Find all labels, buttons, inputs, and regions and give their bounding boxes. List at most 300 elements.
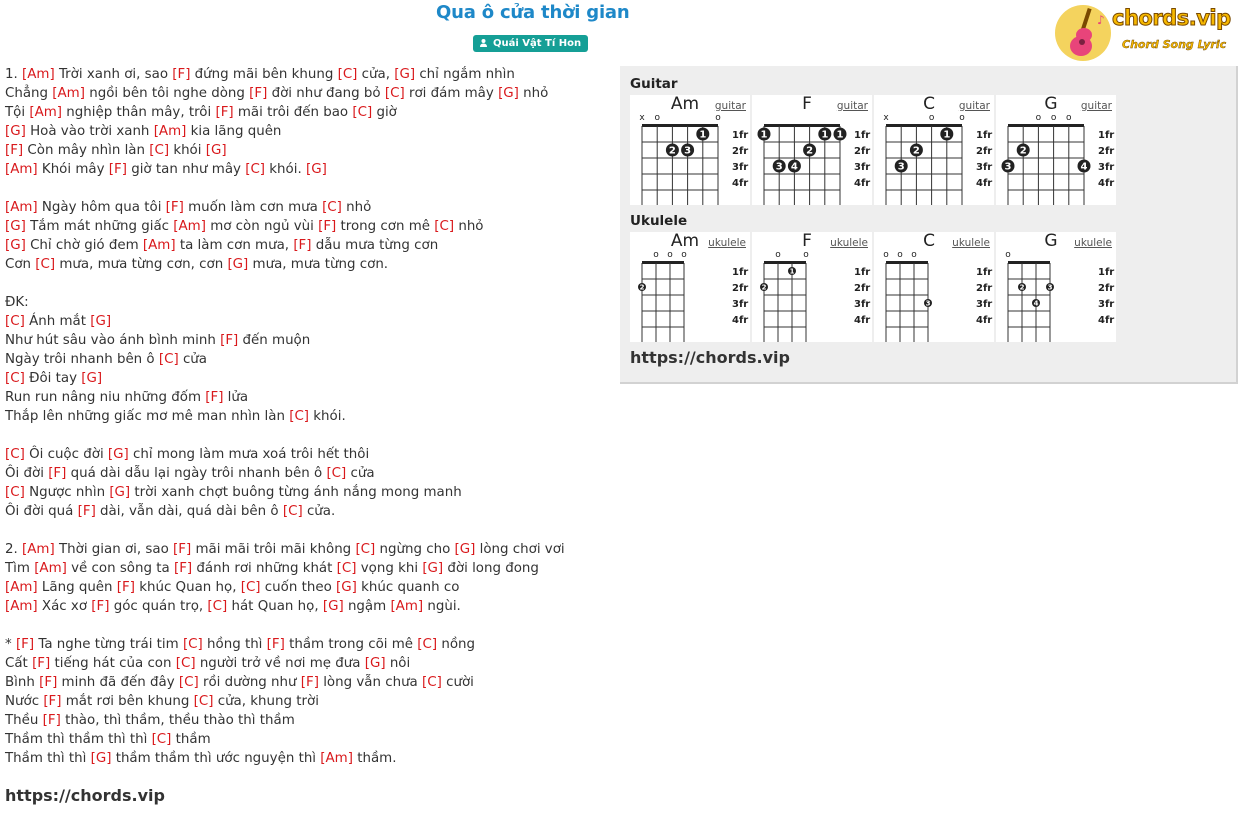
lyric-text: Tìm xyxy=(5,561,35,576)
svg-text:1: 1 xyxy=(943,129,951,141)
chord-link[interactable]: [C] xyxy=(355,542,376,557)
chord-link[interactable]: [F] xyxy=(42,713,61,728)
lyric-text: Thều xyxy=(5,713,43,728)
svg-text:1: 1 xyxy=(821,129,829,141)
lyric-text: Thầm thì thì xyxy=(5,751,91,766)
chord-link[interactable]: [F] xyxy=(77,504,96,519)
lyric-line xyxy=(5,217,565,236)
chord-link[interactable]: [F] xyxy=(318,219,337,234)
chord-link[interactable]: [C] xyxy=(245,162,266,177)
lyric-text: thầm xyxy=(171,732,211,747)
fretboard xyxy=(996,232,1116,342)
svg-text:1fr: 1fr xyxy=(854,130,871,141)
svg-text:3fr: 3fr xyxy=(854,299,871,310)
svg-text:o: o xyxy=(681,250,687,260)
lyric-line xyxy=(5,540,565,559)
lyric-text: Xác xơ xyxy=(37,599,92,614)
lyric-text: dẫu mưa từng cơn xyxy=(311,238,439,253)
lyric-line xyxy=(5,559,565,578)
lyric-text: Cơn xyxy=(5,257,36,272)
lyric-text: Chẳng xyxy=(5,86,53,101)
lyric-text: * xyxy=(5,637,16,652)
lyric-text: giờ tan như mây xyxy=(126,162,246,177)
svg-text:1fr: 1fr xyxy=(732,267,749,278)
chord-link[interactable]: [C] xyxy=(417,637,438,652)
lyric-text: thào, thì thầm, thều thào thì thầm xyxy=(60,713,295,728)
fretboard xyxy=(630,232,750,342)
lyric-text: Ôi đời xyxy=(5,466,49,481)
lyric-text: lửa xyxy=(223,390,249,405)
instrument-link[interactable]: ukulele xyxy=(952,237,990,249)
lyric-line xyxy=(5,141,565,160)
chord-link[interactable]: [C] xyxy=(352,105,373,120)
panel-site-link[interactable]: https://chords.vip xyxy=(630,348,790,367)
chord-link[interactable]: [F] xyxy=(48,466,67,481)
chord-link[interactable]: [C] xyxy=(149,143,170,158)
chord-link[interactable]: [F] xyxy=(249,86,268,101)
lyric-text: Lãng quên xyxy=(37,580,117,595)
lyric-text: cửa xyxy=(346,466,375,481)
chord-link[interactable]: [C] xyxy=(289,409,310,424)
chord-link[interactable]: [Am] xyxy=(22,67,55,82)
lyric-text: Tắm mát những giấc xyxy=(25,219,174,234)
lyric-text: nồng xyxy=(437,637,476,652)
chord-link[interactable]: [F] xyxy=(173,561,193,576)
lyric-text: Trời xanh ơi, sao xyxy=(54,67,173,82)
lyric-text: mắt rơi bên khung xyxy=(61,694,194,709)
person-icon xyxy=(480,39,487,47)
svg-text:3: 3 xyxy=(925,299,931,308)
chord-link[interactable]: [G] xyxy=(305,162,327,177)
svg-text:x: x xyxy=(883,113,889,123)
chord-link[interactable]: [C] xyxy=(322,200,342,215)
lyric-text: mưa, mưa từng cơn. xyxy=(248,257,389,272)
lyric-line xyxy=(5,331,565,350)
lyric-text: trong cơn mê xyxy=(336,219,435,234)
lyric-text: cười xyxy=(441,675,474,690)
chord-link[interactable]: [C] xyxy=(207,599,228,614)
artist-badge[interactable] xyxy=(473,35,588,52)
fretboard xyxy=(752,232,872,342)
chord-link[interactable]: [G] xyxy=(422,561,444,576)
chord-link[interactable]: [C] xyxy=(282,504,303,519)
svg-text:o: o xyxy=(654,113,660,123)
svg-text:3: 3 xyxy=(1004,161,1012,173)
chord-link[interactable]: [F] xyxy=(165,200,184,215)
chord-name: Am xyxy=(670,94,700,114)
instrument-link[interactable]: guitar xyxy=(714,100,746,112)
svg-text:o: o xyxy=(667,250,673,260)
lyric-text: cửa, xyxy=(357,67,395,82)
chord-link[interactable]: [C] xyxy=(5,485,25,500)
guitar-chord-diagram[interactable] xyxy=(874,95,994,205)
lyric-text: hát Quan họ, xyxy=(227,599,323,614)
svg-text:♪: ♪ xyxy=(1097,13,1105,27)
chord-name: G xyxy=(1044,231,1058,251)
instrument-link[interactable]: ukulele xyxy=(708,237,746,249)
ukulele-chord-diagram[interactable] xyxy=(630,232,750,342)
lyric-text: thầm thầm thì ước nguyện thì xyxy=(111,751,321,766)
chord-link[interactable]: [G] xyxy=(90,314,112,329)
lyric-line xyxy=(5,407,565,426)
chord-link[interactable]: [C] xyxy=(384,86,405,101)
lyric-text: chỉ mong làm mưa xoá trôi hết thôi xyxy=(128,447,370,462)
svg-text:4fr: 4fr xyxy=(732,315,749,326)
svg-text:4fr: 4fr xyxy=(1098,178,1115,189)
svg-text:2: 2 xyxy=(1019,145,1027,157)
chord-link[interactable]: [F] xyxy=(43,694,62,709)
lyric-text: mãi trôi đến bao xyxy=(233,105,353,120)
lyric-blank xyxy=(5,521,565,540)
lyric-text: Chỉ chờ gió đem xyxy=(25,238,143,253)
lyric-text: ngậm xyxy=(343,599,391,614)
chord-link[interactable]: [G] xyxy=(364,656,386,671)
lyric-text: ĐK: xyxy=(5,295,29,310)
svg-text:4fr: 4fr xyxy=(854,178,871,189)
instrument-link[interactable]: ukulele xyxy=(1074,237,1112,249)
chord-link[interactable]: [F] xyxy=(220,333,239,348)
lyric-text: ngồi bên tôi nghe dòng xyxy=(84,86,250,101)
lyric-text: kia lãng quên xyxy=(186,124,282,139)
svg-text:4fr: 4fr xyxy=(976,315,993,326)
chord-name: C xyxy=(923,231,935,251)
lyric-line xyxy=(5,464,565,483)
chord-link[interactable]: [F] xyxy=(266,637,285,652)
svg-text:x: x xyxy=(639,113,645,123)
lyric-text: hồng thì xyxy=(202,637,267,652)
chord-name: Am xyxy=(670,231,700,251)
svg-text:1fr: 1fr xyxy=(732,130,749,141)
svg-text:o: o xyxy=(897,250,903,260)
lyric-text: Bình xyxy=(5,675,40,690)
chord-link[interactable]: [Am] xyxy=(5,200,38,215)
lyric-line xyxy=(5,293,565,312)
instrument-link[interactable]: guitar xyxy=(836,100,868,112)
lyric-text: Ngược nhìn xyxy=(24,485,110,500)
svg-text:3: 3 xyxy=(684,145,692,157)
chord-link[interactable]: [G] xyxy=(205,143,227,158)
lyric-text: 2. xyxy=(5,542,23,557)
chord-link[interactable]: [Am] xyxy=(5,580,38,595)
chord-link[interactable]: [G] xyxy=(454,542,476,557)
chord-link[interactable]: [F] xyxy=(32,656,51,671)
svg-text:2fr: 2fr xyxy=(1098,283,1115,294)
lyric-text: ta làm cơn mưa, xyxy=(175,238,294,253)
lyric-text: cửa, khung trời xyxy=(213,694,319,709)
svg-text:3fr: 3fr xyxy=(1098,299,1115,310)
lyric-text: Run run nâng niu những đốm xyxy=(5,390,206,405)
chord-link[interactable]: [C] xyxy=(5,447,25,462)
chord-link[interactable]: [Am] xyxy=(5,162,38,177)
chord-link[interactable]: [F] xyxy=(205,390,224,405)
chord-link[interactable]: [C] xyxy=(337,67,358,82)
svg-text:2fr: 2fr xyxy=(976,146,993,157)
svg-text:o: o xyxy=(775,250,781,260)
ukulele-chord-diagram[interactable] xyxy=(996,232,1116,342)
chord-link[interactable]: [C] xyxy=(151,732,172,747)
chord-link[interactable]: [C] xyxy=(336,561,357,576)
chord-link[interactable]: [F] xyxy=(116,580,135,595)
chord-link[interactable]: [G] xyxy=(227,257,249,272)
site-logo[interactable] xyxy=(1055,4,1235,62)
lyric-text: quá dài dẫu lại ngày trôi nhanh bên ô xyxy=(66,466,327,481)
chord-link[interactable]: [Am] xyxy=(34,561,67,576)
lyric-text: rơi đám mây xyxy=(404,86,499,101)
chord-link[interactable]: [Am] xyxy=(173,219,206,234)
svg-text:3fr: 3fr xyxy=(976,162,993,173)
lyric-line xyxy=(5,711,565,730)
chord-link[interactable]: [C] xyxy=(326,466,347,481)
svg-text:2: 2 xyxy=(761,283,767,292)
chord-link[interactable]: [C] xyxy=(434,219,455,234)
chord-link[interactable]: [Am] xyxy=(142,238,176,253)
lyric-line xyxy=(5,84,565,103)
lyric-text: Ánh mắt xyxy=(24,314,91,329)
lyric-line xyxy=(5,65,565,84)
lyric-blank xyxy=(5,426,565,445)
guitar-chord-diagram[interactable] xyxy=(630,95,750,205)
chord-link[interactable]: [G] xyxy=(109,485,131,500)
svg-text:1fr: 1fr xyxy=(854,267,871,278)
svg-text:3: 3 xyxy=(1047,283,1053,292)
lyric-text: Như hút sâu vào ánh bình minh xyxy=(5,333,221,348)
lyric-text: mãi mãi trôi mãi không xyxy=(191,542,356,557)
guitar-chord-diagram[interactable] xyxy=(996,95,1116,205)
svg-text:4fr: 4fr xyxy=(854,315,871,326)
svg-text:4: 4 xyxy=(1033,299,1039,308)
lyric-text: nhỏ xyxy=(454,219,484,234)
lyric-line xyxy=(5,635,565,654)
svg-text:o: o xyxy=(653,250,659,260)
chord-link[interactable]: [C] xyxy=(5,371,25,386)
svg-text:2fr: 2fr xyxy=(854,146,871,157)
chord-link[interactable]: [F] xyxy=(215,105,234,120)
chord-link[interactable]: [G] xyxy=(394,67,416,82)
ukulele-chord-diagram[interactable] xyxy=(752,232,872,342)
chord-link[interactable]: [C] xyxy=(422,675,442,690)
lyric-text: cửa xyxy=(178,352,207,367)
lyric-text: tiếng hát của con xyxy=(50,656,176,671)
lyric-line xyxy=(5,578,565,597)
lyric-text: đánh rơi những khát xyxy=(192,561,337,576)
lyric-line xyxy=(5,160,565,179)
chord-link[interactable]: [F] xyxy=(108,162,127,177)
chord-link[interactable]: [F] xyxy=(293,238,312,253)
chord-link[interactable]: [F] xyxy=(15,637,35,652)
lyric-text: người trở về nơi mẹ đưa xyxy=(195,656,365,671)
lyric-text: Nước xyxy=(5,694,44,709)
lyric-line xyxy=(5,654,565,673)
chord-link[interactable]: [C] xyxy=(182,637,203,652)
lyric-blank xyxy=(5,616,565,635)
guitar-section-label: Guitar xyxy=(630,76,678,92)
svg-text:2: 2 xyxy=(1019,283,1025,292)
lyric-text: thầm. xyxy=(352,751,397,766)
chord-link[interactable]: [G] xyxy=(498,86,519,101)
chord-name: F xyxy=(802,94,812,114)
chord-link[interactable]: [C] xyxy=(240,580,261,595)
lyric-text: Cất xyxy=(5,656,33,671)
chord-link[interactable]: [C] xyxy=(175,656,196,671)
chord-link[interactable]: [G] xyxy=(81,371,103,386)
lyric-line xyxy=(5,597,565,616)
lyric-text: Tội xyxy=(5,105,30,120)
lyric-line xyxy=(5,445,565,464)
lyric-text: vọng khi xyxy=(356,561,423,576)
lyric-text: ngùi. xyxy=(423,599,461,614)
chord-link[interactable]: [G] xyxy=(5,238,26,253)
lyric-text: góc quán trọ, xyxy=(109,599,208,614)
svg-text:4fr: 4fr xyxy=(976,178,993,189)
svg-text:1fr: 1fr xyxy=(976,267,993,278)
chord-name: G xyxy=(1044,94,1058,114)
svg-text:1: 1 xyxy=(836,129,844,141)
chord-link[interactable]: [Am] xyxy=(29,105,63,120)
fretboard xyxy=(630,95,750,205)
chord-link[interactable]: [F] xyxy=(300,675,319,690)
instrument-link[interactable]: guitar xyxy=(1080,100,1112,112)
ukulele-section-label: Ukulele xyxy=(630,213,688,229)
chord-link[interactable]: [G] xyxy=(107,447,129,462)
logo-tagline: Chord Song Lyric xyxy=(1122,38,1227,51)
lyric-line xyxy=(5,692,565,711)
footer-site-link[interactable]: https://chords.vip xyxy=(5,786,165,805)
lyric-text: Thắp lên những giấc mơ mê man nhìn làn xyxy=(5,409,290,424)
chord-link[interactable]: [Am] xyxy=(52,86,85,101)
fretboard xyxy=(874,232,994,342)
lyric-line xyxy=(5,673,565,692)
lyric-line xyxy=(5,730,565,749)
svg-text:o: o xyxy=(803,250,809,260)
lyric-line xyxy=(5,236,565,255)
chord-link[interactable]: [G] xyxy=(336,580,357,595)
lyric-text: khói. xyxy=(265,162,306,177)
svg-text:1: 1 xyxy=(760,129,768,141)
chord-link[interactable]: [Am] xyxy=(390,599,424,614)
chord-link[interactable]: [G] xyxy=(5,219,26,234)
lyric-text: cuốn theo xyxy=(260,580,337,595)
chord-link[interactable]: [F] xyxy=(172,67,191,82)
lyric-text: Khói mây xyxy=(37,162,109,177)
lyric-line xyxy=(5,103,565,122)
svg-text:2fr: 2fr xyxy=(732,146,749,157)
lyric-text: đứng mãi bên khung xyxy=(190,67,338,82)
lyric-text: Đôi tay xyxy=(24,371,82,386)
chord-link[interactable]: [Am] xyxy=(22,542,55,557)
svg-text:4: 4 xyxy=(790,161,798,173)
lyric-text: giờ xyxy=(372,105,397,120)
chord-name: C xyxy=(923,94,935,114)
lyric-text: về con sông ta xyxy=(66,561,174,576)
chord-link[interactable]: [F] xyxy=(5,143,24,158)
svg-text:2fr: 2fr xyxy=(1098,146,1115,157)
lyric-blank xyxy=(5,179,565,198)
chord-link[interactable]: [Am] xyxy=(153,124,187,139)
chord-link[interactable]: [F] xyxy=(173,542,192,557)
svg-text:o: o xyxy=(1050,113,1057,123)
svg-text:o: o xyxy=(1005,250,1011,260)
lyric-text: đời như đang bỏ xyxy=(267,86,385,101)
lyric-text: Ôi cuộc đời xyxy=(24,447,108,462)
svg-text:2: 2 xyxy=(912,145,920,157)
chord-link[interactable]: [C] xyxy=(158,352,179,367)
chord-link[interactable]: [C] xyxy=(193,694,214,709)
svg-text:3fr: 3fr xyxy=(732,299,749,310)
svg-text:2: 2 xyxy=(639,283,645,292)
lyric-line xyxy=(5,388,565,407)
lyric-text: nhỏ xyxy=(518,86,549,101)
chord-link[interactable]: [Am] xyxy=(320,751,353,766)
lyric-text: đời long đong xyxy=(443,561,539,576)
lyric-text: thầm trong cõi mê xyxy=(284,637,418,652)
svg-text:o: o xyxy=(1035,113,1042,123)
chord-link[interactable]: [F] xyxy=(39,675,58,690)
lyric-line xyxy=(5,350,565,369)
chord-link[interactable]: [G] xyxy=(322,599,344,614)
fretboard xyxy=(996,95,1116,205)
svg-text:3fr: 3fr xyxy=(1098,162,1115,173)
chord-link[interactable]: [C] xyxy=(5,314,25,329)
svg-text:o: o xyxy=(1066,113,1072,123)
lyric-text: khúc quanh co xyxy=(356,580,460,595)
lyric-line xyxy=(5,369,565,388)
ukulele-chord-diagram[interactable] xyxy=(874,232,994,342)
chord-link[interactable]: [C] xyxy=(178,675,199,690)
svg-text:1fr: 1fr xyxy=(1098,130,1115,141)
song-title: Qua ô cửa thời gian xyxy=(436,2,630,23)
lyric-text: ngừng cho xyxy=(375,542,455,557)
lyric-text: Ngày trôi nhanh bên ô xyxy=(5,352,159,367)
instrument-link[interactable]: ukulele xyxy=(830,237,868,249)
lyric-text: Ôi đời quá xyxy=(5,504,78,519)
lyric-text: mưa, mưa từng cơn, cơn xyxy=(55,257,228,272)
lyric-text: mơ còn ngủ vùi xyxy=(205,219,319,234)
lyric-text: nghiệp thân mây, trôi xyxy=(62,105,216,120)
svg-text:2fr: 2fr xyxy=(732,283,749,294)
lyric-text: cửa. xyxy=(302,504,336,519)
instrument-link[interactable]: guitar xyxy=(958,100,990,112)
chord-link[interactable]: [G] xyxy=(90,751,112,766)
logo-brand: chords.vip xyxy=(1112,6,1231,30)
chord-link[interactable]: [G] xyxy=(5,124,26,139)
svg-text:4: 4 xyxy=(1080,161,1088,173)
chord-link[interactable]: [F] xyxy=(91,599,110,614)
lyric-text: Thời gian ơi, sao xyxy=(54,542,174,557)
lyric-text: minh đã đến đây xyxy=(57,675,179,690)
svg-text:3fr: 3fr xyxy=(854,162,871,173)
svg-text:1fr: 1fr xyxy=(1098,267,1115,278)
lyric-line xyxy=(5,312,565,331)
lyric-text: dài, vẫn dài, quá dài bên ô xyxy=(95,504,283,519)
svg-text:2fr: 2fr xyxy=(854,283,871,294)
guitar-chord-diagram[interactable] xyxy=(752,95,872,205)
svg-text:4fr: 4fr xyxy=(732,178,749,189)
chord-link[interactable]: [Am] xyxy=(5,599,38,614)
lyric-line xyxy=(5,255,565,274)
lyric-text: nhỏ xyxy=(341,200,372,215)
chord-link[interactable]: [C] xyxy=(35,257,56,272)
lyrics-body xyxy=(5,65,565,768)
lyric-line xyxy=(5,483,565,502)
svg-text:o: o xyxy=(715,113,721,123)
lyric-text: Ngày hôm qua tôi xyxy=(37,200,166,215)
svg-text:o: o xyxy=(883,250,889,260)
svg-text:3: 3 xyxy=(775,161,783,173)
lyric-text: khói xyxy=(169,143,206,158)
lyric-text: muốn làm cơn mưa xyxy=(183,200,323,215)
guitar-logo-icon xyxy=(1055,4,1115,62)
chord-name: F xyxy=(802,231,812,251)
